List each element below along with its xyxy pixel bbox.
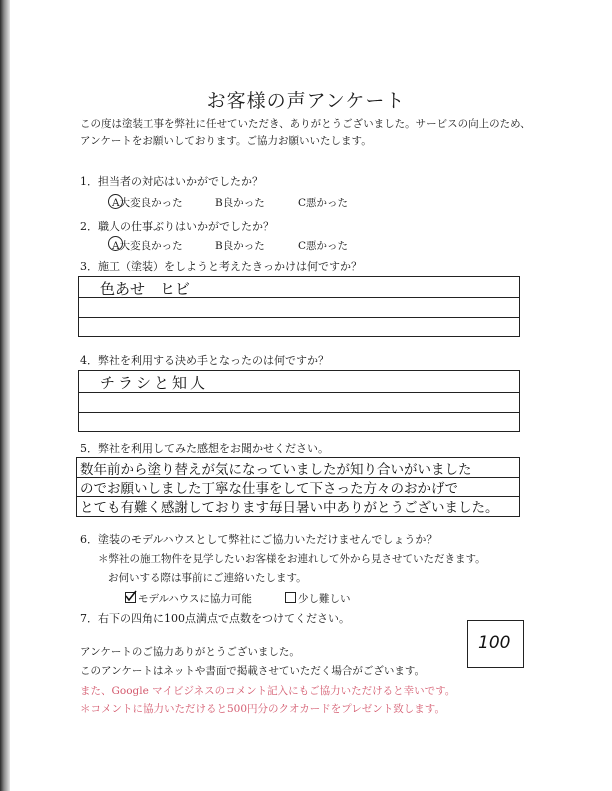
q6-note-1: ＊弊社の施工物件を見学したいお客様をお連れして外から見させていただきます。 xyxy=(98,553,486,565)
q6-option-no[interactable] xyxy=(285,591,351,606)
answer-line xyxy=(79,412,519,413)
q2-option-b[interactable]: B良かった xyxy=(215,240,265,252)
question-1: 1．担当者の対応はいかがでしたか？ xyxy=(80,175,263,188)
q6-option-yes[interactable] xyxy=(125,591,252,606)
intro-text: この度は塗装工事を弊社に任せていただき、ありがとうございました。サービスの向上のため、アンケートをお願いしております。ご協力お願いいたします。 xyxy=(80,118,531,147)
q1-option-b[interactable]: B良かった xyxy=(215,197,265,209)
scan-edge xyxy=(0,0,10,791)
score-box[interactable] xyxy=(467,620,524,668)
q5-answer-line-3: とても有難く感謝しております毎日暑い中ありがとうございました。 xyxy=(80,500,499,516)
q5-answer-line-1: 数年前から塗り替えが気になっていましたが知り合いがいました xyxy=(80,462,472,478)
q1-option-c[interactable]: C悪かった xyxy=(298,197,349,209)
closing-publish-note: このアンケートはネットや書面で掲載させていただく場合がございます。 xyxy=(80,665,426,677)
question-7: 7．右下の四角に100点満点で点数をつけてください。 xyxy=(80,612,350,625)
question-4: 4．弊社を利用する決め手となったのは何ですか？ xyxy=(80,354,329,367)
q3-answer: 色あせ ヒビ xyxy=(100,280,191,298)
closing-google-note: また、Google マイビジネスのコメント記入にもご協力いただけると幸いです。 xyxy=(80,685,456,697)
check-mark-icon xyxy=(125,590,137,602)
q6-option-yes-label: モデルハウスに協力可能 xyxy=(138,593,252,605)
q1-option-a[interactable]: A大変良かった xyxy=(112,197,183,209)
q6-note-2: お伺いする際は事前にご連絡いたします。 xyxy=(108,572,307,584)
q5-answer-line-2: のでお願いしました丁寧な仕事をして下さった方々のおかげで xyxy=(80,481,458,497)
q4-answer: チラシと知人 xyxy=(100,374,209,392)
closing-thanks: アンケートのご協力ありがとうございました。 xyxy=(80,646,300,658)
checkbox-checked[interactable] xyxy=(125,592,136,603)
question-5: 5．弊社を利用してみた感想をお聞かせください。 xyxy=(80,442,329,455)
question-2: 2．職人の仕事ぶりはいかがでしたか？ xyxy=(80,220,274,233)
closing-quocard-note: ＊コメントに協力いただけると500円分のクオカードをプレゼント致します。 xyxy=(80,703,445,715)
q6-option-no-label: 少し難しい xyxy=(298,593,351,605)
question-6: 6．塗装のモデルハウスとして弊社にご協力いただけませんでしょうか？ xyxy=(80,533,438,546)
q2-option-c[interactable]: C悪かった xyxy=(298,240,349,252)
question-3: 3．施工（塗装）をしようと考えたきっかけは何ですか？ xyxy=(80,260,362,273)
page-title: お客様の声アンケート xyxy=(206,90,406,112)
answer-line xyxy=(79,317,519,318)
score-value: 100 xyxy=(478,633,511,653)
q2-option-a[interactable]: A大変良かった xyxy=(112,240,183,252)
checkbox-unchecked[interactable] xyxy=(285,592,296,603)
